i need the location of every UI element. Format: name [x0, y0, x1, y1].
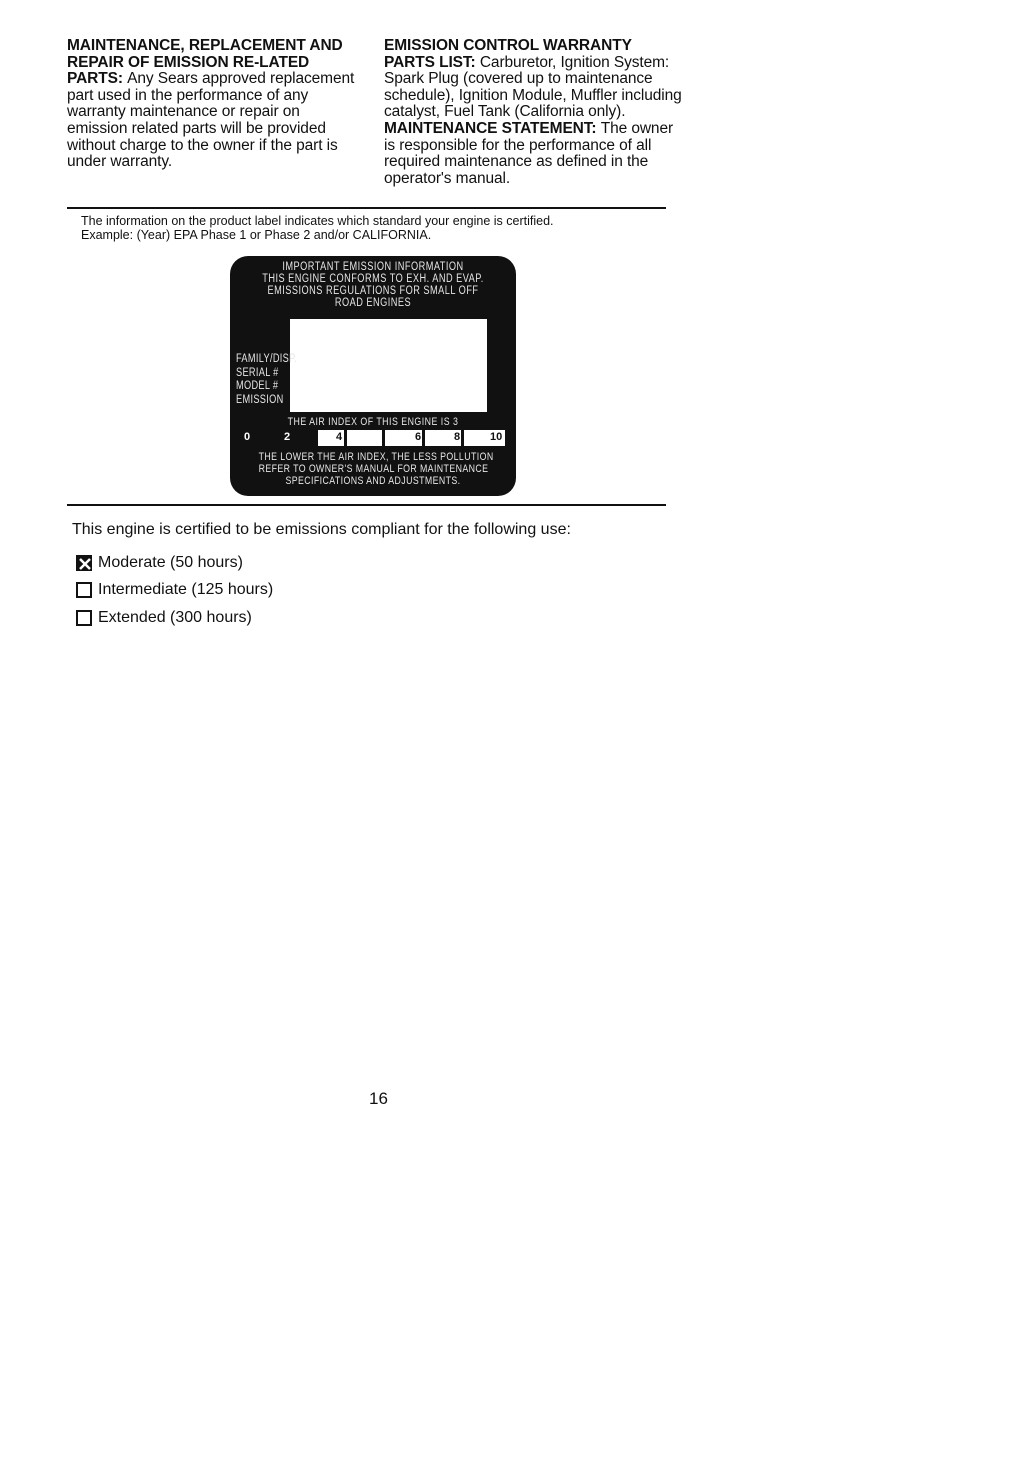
- checkbox-intermediate: [76, 582, 92, 598]
- family-disp-field: FAMILY/DISP.: [236, 353, 298, 365]
- maintenance-replacement-heading: MAINTENANCE, REPLACEMENT AND REPAIR OF EMISSION RE-LATED PARTS:: [67, 37, 343, 88]
- label-footer-line: REFER TO OWNER'S MANUAL FOR MAINTENANCE: [258, 463, 489, 475]
- scale-tick: [505, 430, 508, 446]
- divider-top: [67, 207, 666, 209]
- checkbox-extended: [76, 610, 92, 626]
- emission-warranty-text: Carburetor, Ignition System: Spark Plug (covered up to maintenance schedule), Ignition Module, Muffler including catalyst, Fuel Tank (California only).: [384, 53, 682, 121]
- emission-warranty-heading: EMISSION CONTROL WARRANTY PARTS LIST:: [384, 37, 632, 71]
- scale-tick: [461, 430, 464, 446]
- label-header-line: ROAD ENGINES: [334, 297, 412, 309]
- scale-label: 0: [244, 431, 251, 443]
- option-moderate: [76, 549, 273, 577]
- label-header-line: THIS ENGINE CONFORMS TO EXH. AND EVAP.: [262, 273, 484, 285]
- label-header: [259, 261, 488, 309]
- maintenance-statement-heading: MAINTENANCE STATEMENT:: [384, 119, 601, 137]
- option-label: Intermediate (125 hours): [98, 581, 274, 599]
- scale-label: 10: [490, 431, 503, 443]
- scale-tick: [382, 430, 385, 446]
- maintenance-replacement-text: Any Sears approved replacement part used in the performance of any warranty maintenance or repair on emission related parts will be provided without charge to the owner if the part is under warranty.: [67, 70, 355, 171]
- scale-label: 2: [284, 431, 291, 443]
- scale-tick: [292, 430, 295, 446]
- checkbox-moderate: [76, 555, 92, 571]
- scale-label: 8: [454, 431, 461, 443]
- scale-label: 6: [415, 431, 422, 443]
- air-index-fill: [240, 430, 318, 446]
- label-footer-line: SPECIFICATIONS AND ADJUSTMENTS.: [285, 475, 461, 487]
- air-index-title: THE AIR INDEX OF THIS ENGINE IS 3: [287, 416, 459, 428]
- label-data-box: [290, 319, 487, 412]
- model-field: MODEL #: [236, 380, 279, 392]
- label-info: [81, 214, 671, 242]
- maintenance-replacement-section: [67, 38, 357, 171]
- serial-field: SERIAL #: [236, 366, 279, 379]
- option-label: Extended (300 hours): [98, 608, 252, 626]
- label-info-line2: Example: (Year) EPA Phase 1 or Phase 2 and/or CALIFORNIA.: [81, 228, 432, 242]
- option-extended: [76, 604, 273, 632]
- scale-tick: [344, 430, 347, 446]
- scale-tick: [422, 430, 425, 446]
- label-footer: [258, 451, 494, 487]
- option-intermediate: [76, 577, 273, 605]
- page-number: 16: [369, 1089, 388, 1108]
- emission-field: EMISSION: [236, 393, 284, 406]
- label-header-line: EMISSIONS REGULATIONS FOR SMALL OFF: [267, 285, 479, 297]
- label-info-line1: The information on the product label indicates which standard your engine is certified.: [81, 214, 554, 228]
- divider-bottom: [67, 504, 666, 506]
- emission-information-label: [230, 256, 516, 496]
- maintenance-statement-text: The owner is responsible for the performance of all required maintenance as defined in the operator's manual.: [384, 119, 674, 187]
- label-fields: [236, 353, 297, 407]
- air-index-scale: [240, 430, 508, 446]
- label-footer-line: THE LOWER THE AIR INDEX, THE LESS POLLUTION: [258, 451, 494, 463]
- emission-warranty-section: [384, 38, 684, 187]
- usage-options: [76, 549, 273, 632]
- scale-label: 4: [336, 431, 343, 443]
- label-header-line: IMPORTANT EMISSION INFORMATION: [282, 261, 464, 273]
- certification-statement: This engine is certified to be emissions compliant for the following use:: [72, 521, 571, 538]
- option-label: Moderate (50 hours): [98, 553, 243, 571]
- scale-tick: [240, 430, 243, 446]
